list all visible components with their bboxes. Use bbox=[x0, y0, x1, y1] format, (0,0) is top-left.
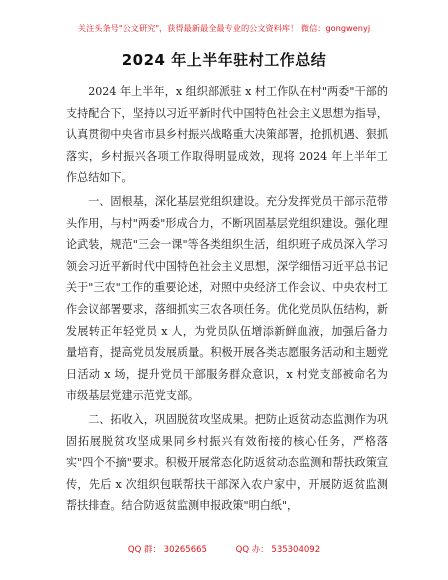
intro-paragraph: 2024 年上半年，x 组织部派驻 x 村工作队在村"两委"干部的支持配合下，坚持以习近平新时代中国特色社会主义思想为指导，认真贯彻中央省市县乡村振兴战略重大决策部署，抢抓机遇、狠抓落实，乡村振兴各项工作取得明显成效，现将 2024 年上半年工作总结如下。 bbox=[66, 85, 388, 185]
section-two-paragraph: 二、拓收入，巩固脱贫攻坚成果。把防止返贫动态监测作为巩固拓展脱贫攻坚成果同乡村振兴有效衔接的核心任务，严格落实"四个不摘"要求。积极开展常态化防返贫动态监测和帮扶政策宣传，先后 x 次组织包联帮扶干部深入农户家中，开展防返贫监测帮扶排查。结合防返贫监测申报政策"明白纸"， bbox=[66, 412, 388, 513]
top-banner: 关注头条号"公文研究"，获得最新最全最专业的公文资料库！ 微信：gongwenyj bbox=[77, 23, 371, 33]
section-one-paragraph: 一、固根基，深化基层党组织建设。充分发挥党员干部示范带头作用，与村"两委"形成合力，不断巩固基层党组织建设。强化理论武装，规范"三会一课"等各类组织生活，组织班子成员深入学习领会习近平新时代中国特色社会主义思想，深学细悟习近平总书记关于"三农"工作的重要论述，对照中央经济工作会议、中央农村工作会议部署要求，落细抓实三农各项任务。优化党员队伍结构，新发展转正年轻党员 x 人，为党员队伍增添新鲜血液，加强后备力量培育，提高党员发展质量。积极开展各类志愿服务活动和主题党日活动 x 场，提升党员干部服务群众意识，x 村党支部被命名为市级基层党建示范党支部。 bbox=[66, 194, 388, 403]
footer-contacts bbox=[0, 543, 448, 555]
document-title: 2024 年上半年驻村工作总结 bbox=[121, 51, 327, 69]
qq-office-label: QQ 办： 535304092 bbox=[235, 545, 321, 555]
document-body bbox=[66, 81, 388, 517]
qq-group-label: QQ 群： 30265665 bbox=[127, 545, 207, 555]
